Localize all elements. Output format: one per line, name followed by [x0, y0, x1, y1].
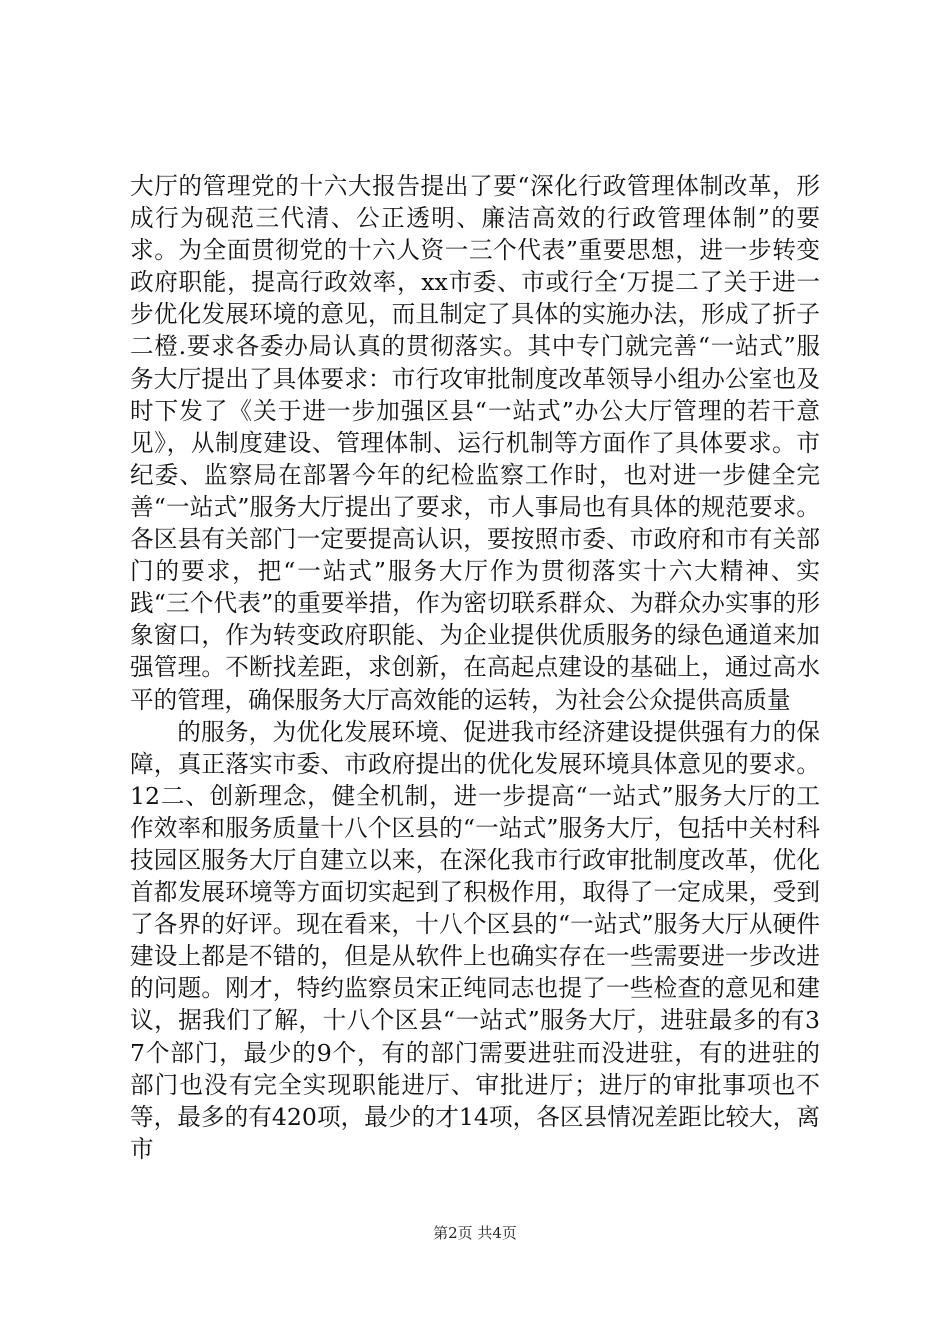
paragraph-1: 大厅的管理党的十六大报告提出了要“深化行政管理体制改革，形成行为砚范三代清、公正透明、廉洁高效的行政管理体制”的要求。为全面贯彻党的十六人资一三个代表”重要思想，进一步转变政府职能，提高行政效率，xx市委、市或行全‘万提二了关于进一步优化发展环境的意见，而且制定了具体的实施办法，形成了折子二橙.要求各委办局认真的贯彻落实。其中专门就完善“一站式”服务大厅提出了具体要求：市行攻审批制度改革领导小组办公室也及时下发了《关于进一步加强区县“一站式”办公大厅管理的若干意见》，从制度建设、管理体制、运行机制等方面作了具体要求。市纪委、监察局在部署今年的纪检监察工作时，也对进一步健全完善“一站式”服务大厅提出了要求，市人事局也有具体的规范要求。各区县有关部门一定要提高认识，要按照市委、市政府和市有关部门的要求，把“一站式”服务大厅作为贯彻落实十六大精神、实践“三个代表”的重要举措，作为密切联系群众、为群众办实事的形象窗口，作为转变政府职能、为企业提供优质服务的绿色通道来加强管理。不断找差距，求创新，在高起点建设的基础上，通过高水平的管理，确保服务大厅高效能的运转，为社会公众提供高质量 [130, 172, 820, 714]
paragraph-2: 的服务，为优化发展环境、促进我市经济建设提供强有力的保障，真正落实市委、市政府提出的优化发展环境具体意见的要求。12二、创新理念，健全机制，进一步提高“一站式”服务大厅的工作效率和服务质量十八个区县的“一站式”服务大厅，包括中关村科技园区服务大厅自建立以来，在深化我市行政审批制度改革，优化首都发展环境等方面切实起到了积极作用，取得了一定成果，受到了各界的好评。现在看来，十八个区县的“一站式”服务大厅从硬件建设上都是不错的，但是从软件上也确实存在一些需要进一步改进的问题。刚才，特约监察员宋正纯同志也提了一些检查的意见和建议，据我们了解，十八个区县“一站式”服务大厅，进驻最多的有37个部门，最少的9个，有的部门需要进驻而没进驻，有的进驻的部门也没有完全实现职能进厅、审批进厅；进厅的审批事项也不等，最多的有420项，最少的才14项，各区县情况差距比较大，离市 [130, 717, 820, 1163]
document-body [130, 170, 820, 1165]
page-number-footer: 第2页 共4页 [433, 1224, 517, 1242]
